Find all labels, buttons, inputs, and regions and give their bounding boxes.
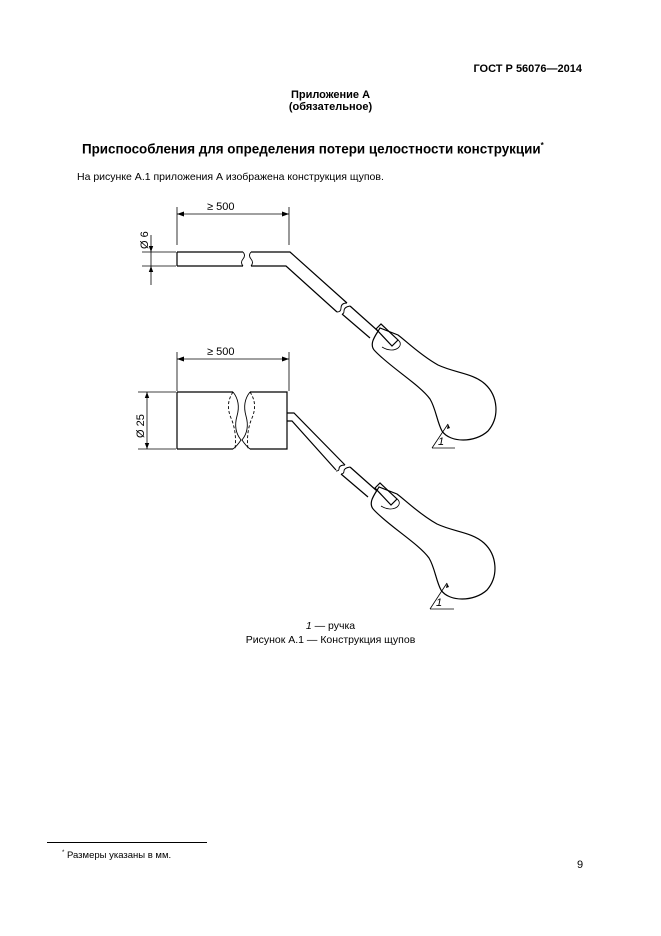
footnote [62, 850, 171, 861]
figure-legend [0, 620, 661, 632]
annex-title: Приложение А [290, 89, 371, 101]
probe-small-drawing [142, 207, 496, 448]
probe-small-callout: 1 [438, 436, 445, 448]
probe-large-drawing [138, 352, 495, 609]
probe-large-length-label: ≥ 500 [207, 346, 235, 358]
section-heading [82, 141, 544, 156]
standard-designation: ГОСТ Р 56076—2014 [473, 63, 582, 75]
figure-caption: Рисунок А.1 — Конструкция щупов [245, 634, 416, 646]
probe-large-diameter-label: Ø 25 [135, 414, 147, 438]
legend-text: — ручка [311, 620, 356, 632]
probe-small-diameter-label: Ø 6 [139, 231, 151, 249]
footnote-divider [47, 842, 207, 843]
probe-figure [0, 195, 661, 615]
probe-large-callout: 1 [436, 597, 443, 609]
footnote-text: Размеры указаны в мм. [64, 850, 172, 862]
page-number: 9 [577, 859, 584, 871]
probe-small-length-label: ≥ 500 [207, 201, 235, 213]
section-heading-text: Приспособления для определения потери целостности конструкции [82, 141, 541, 157]
intro-paragraph: На рисунке А.1 приложения А изображена конструкция щупов. [77, 171, 384, 183]
legend-number: 1 [305, 620, 312, 632]
footnote-reference: * [540, 141, 544, 150]
footnote-mark: * [62, 850, 65, 856]
annex-status: (обязательное) [288, 101, 373, 113]
